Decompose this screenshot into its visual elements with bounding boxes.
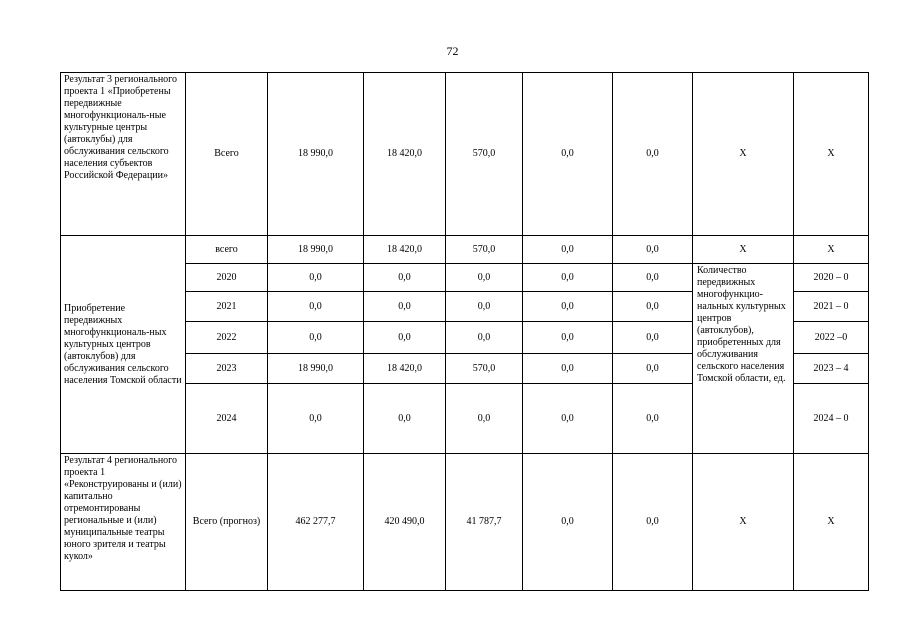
activity-description: Приобретение передвижных многофункциональ-ных культурных центров (автоклубов) для обслуживания сельского населения Томской области [61, 236, 186, 454]
year-cell: 2023 [186, 354, 268, 384]
result3-description: Результат 3 регионального проекта 1 «Приобретены передвижные многофункциональ-ные культурные центры (автоклубы) для обслуживания сельского населения субъектов Российской Федерации» [61, 73, 186, 236]
year-cell: 2020 [186, 264, 268, 292]
target-cell: 2024 – 0 [794, 384, 869, 454]
value-cell: 0,0 [364, 292, 446, 322]
target-cell: X [794, 73, 869, 236]
target-cell: 2023 – 4 [794, 354, 869, 384]
value-cell: 18 420,0 [364, 73, 446, 236]
source-cell: всего [186, 236, 268, 264]
value-cell: 0,0 [446, 384, 523, 454]
total-cell: 0,0 [268, 384, 364, 454]
table-row [61, 73, 869, 236]
value-cell: 0,0 [523, 264, 613, 292]
total-cell: 18 990,0 [268, 73, 364, 236]
value-cell: 0,0 [523, 384, 613, 454]
source-cell: Всего (прогноз) [186, 454, 268, 591]
value-cell: 420 490,0 [364, 454, 446, 591]
indicator-cell: X [693, 454, 794, 591]
value-cell: 41 787,7 [446, 454, 523, 591]
target-cell: 2020 – 0 [794, 264, 869, 292]
target-cell: X [794, 454, 869, 591]
value-cell: 0,0 [613, 384, 693, 454]
value-cell: 0,0 [613, 292, 693, 322]
table-row [61, 236, 869, 264]
value-cell: 570,0 [446, 73, 523, 236]
value-cell: 0,0 [446, 322, 523, 354]
value-cell: 0,0 [364, 264, 446, 292]
value-cell: 18 420,0 [364, 236, 446, 264]
value-cell: 0,0 [523, 454, 613, 591]
budget-table [60, 72, 869, 591]
activity-indicator: Количество передвижных многофункцио-нальных культурных центров (автоклубов), приобретенных для обслуживания сельского населения Томской области, ед. [693, 264, 794, 454]
value-cell: 0,0 [613, 236, 693, 264]
value-cell: 0,0 [523, 236, 613, 264]
target-cell: 2021 – 0 [794, 292, 869, 322]
year-cell: 2021 [186, 292, 268, 322]
target-cell: X [794, 236, 869, 264]
source-cell: Всего [186, 73, 268, 236]
value-cell: 570,0 [446, 354, 523, 384]
value-cell: 0,0 [364, 384, 446, 454]
total-cell: 0,0 [268, 264, 364, 292]
value-cell: 18 420,0 [364, 354, 446, 384]
value-cell: 0,0 [613, 264, 693, 292]
value-cell: 0,0 [523, 292, 613, 322]
value-cell: 0,0 [523, 73, 613, 236]
value-cell: 0,0 [523, 354, 613, 384]
indicator-cell: X [693, 236, 794, 264]
value-cell: 570,0 [446, 236, 523, 264]
total-cell: 0,0 [268, 292, 364, 322]
target-cell: 2022 –0 [794, 322, 869, 354]
total-cell: 18 990,0 [268, 236, 364, 264]
value-cell: 0,0 [613, 454, 693, 591]
value-cell: 0,0 [364, 322, 446, 354]
total-cell: 18 990,0 [268, 354, 364, 384]
total-cell: 462 277,7 [268, 454, 364, 591]
value-cell: 0,0 [446, 292, 523, 322]
value-cell: 0,0 [613, 73, 693, 236]
value-cell: 0,0 [613, 354, 693, 384]
result4-description: Результат 4 регионального проекта 1 «Реконструированы и (или) капитально отремонтированы региональные и (или) муниципальные театры юного зрителя и театры кукол» [61, 454, 186, 591]
value-cell: 0,0 [613, 322, 693, 354]
year-cell: 2022 [186, 322, 268, 354]
page-number: 72 [446, 44, 459, 58]
table-row [61, 454, 869, 591]
value-cell: 0,0 [523, 322, 613, 354]
year-cell: 2024 [186, 384, 268, 454]
value-cell: 0,0 [446, 264, 523, 292]
total-cell: 0,0 [268, 322, 364, 354]
indicator-cell: X [693, 73, 794, 236]
